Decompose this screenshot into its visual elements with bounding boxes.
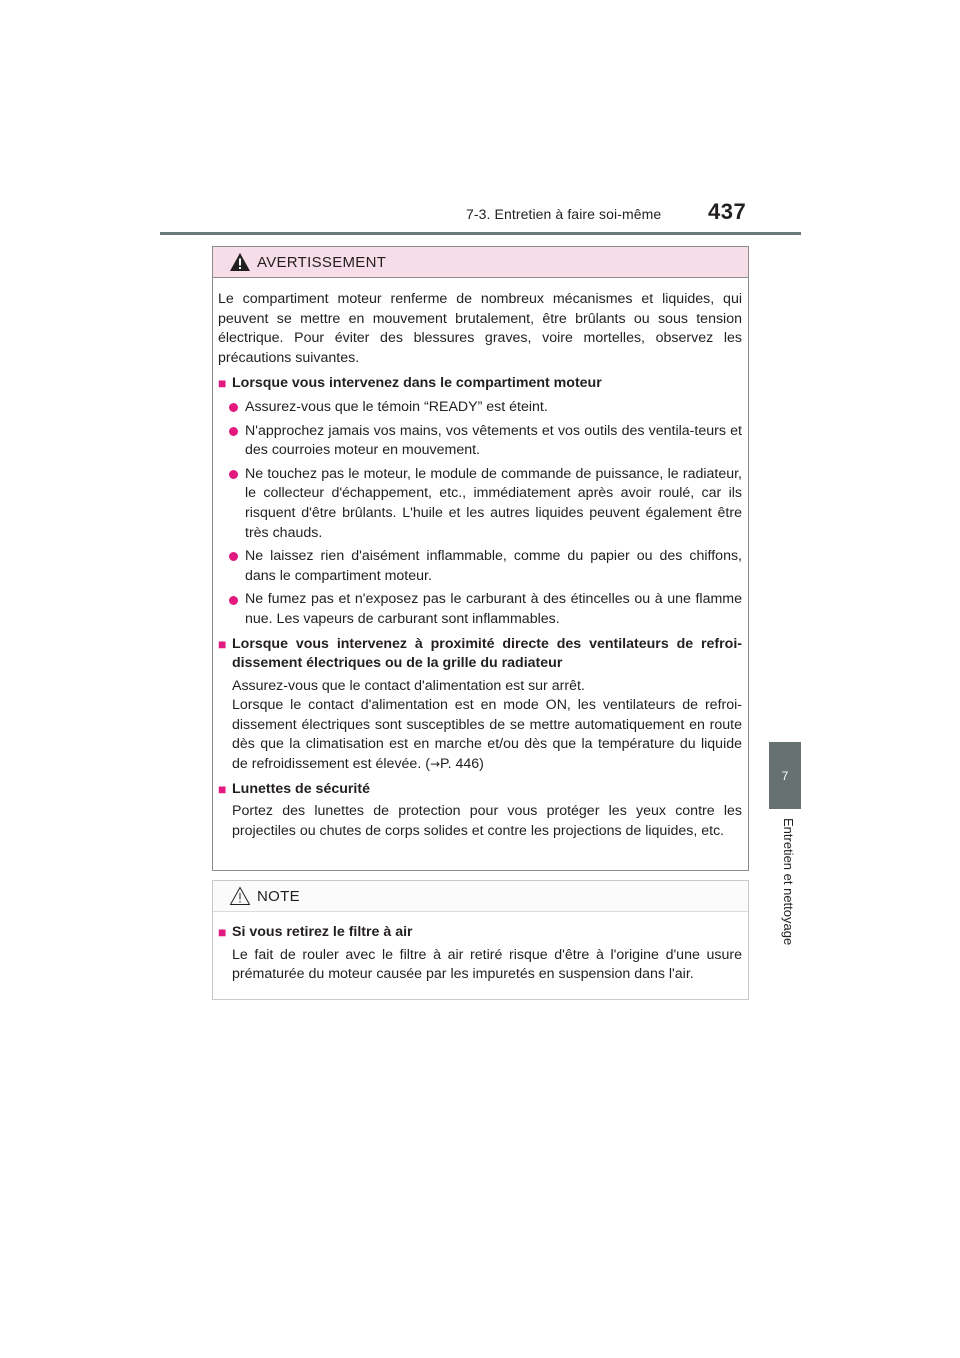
arrow-icon: → — [429, 757, 440, 772]
list-item-text: Ne laissez rien d'aisément inflammable, comme du papier ou des chiffons, dans le compartiment moteur. — [245, 548, 742, 584]
bullet-dot-icon — [229, 465, 245, 485]
chapter-label: Entretien et nettoyage — [781, 818, 796, 946]
warning-intro: Le compartiment moteur renferme de nombreux mécanismes et liquides, qui peuvent se mettre en mouvement brutalement, être brûlants ou sous tension électrique. Pour éviter des blessures graves, voire mortelles, observez les précautions suivantes. — [218, 291, 742, 366]
bullet-dot-icon — [229, 398, 245, 418]
section-heading-text: Si vous retirez le filtre à air — [232, 924, 413, 940]
section-heading-text: Lorsque vous intervenez à proximité directe des ventilateurs de refroi-dissement électriques ou de la grille du radiateur — [232, 635, 742, 672]
warning-box-header — [213, 247, 748, 278]
paragraph-text: Lorsque le contact d'alimentation est en mode ON, les ventilateurs de refroi-dissement électriques sont susceptibles de se mettre automatiquement en route dès que la climatisation est en marche et/ou dès que la température du liquide de refroidissement est élevée. ( — [232, 697, 742, 773]
list-item — [218, 465, 742, 543]
page-reference-link[interactable]: P. 446) — [440, 756, 484, 773]
page-number: 437 — [708, 199, 747, 224]
bullet-dot-icon — [229, 590, 245, 610]
note-body — [213, 912, 748, 985]
square-bullet-icon: ■ — [218, 780, 227, 797]
chapter-tab-number: 7 — [781, 768, 789, 783]
list-item-text: N'approchez jamais vos mains, vos vêtements et vos outils des ventila-teurs et des courroies moteur en mouvement. — [245, 422, 742, 459]
header-rule — [160, 232, 801, 235]
section-heading — [218, 374, 742, 394]
warning-triangle-icon — [229, 252, 251, 272]
warning-title: AVERTISSEMENT — [257, 253, 387, 271]
note-box-header — [213, 881, 748, 912]
note-title: NOTE — [257, 887, 300, 905]
list-item — [218, 398, 742, 418]
chapter-tab[interactable] — [769, 742, 801, 809]
paragraph: Le fait de rouler avec le filtre à air retiré risque d'être à l'origine d'une usure prématurée du moteur causée par les impuretés en suspension dans l'air. — [232, 946, 742, 983]
list-item — [218, 590, 742, 629]
square-bullet-icon: ■ — [218, 924, 227, 940]
list-item-text: Ne touchez pas le moteur, le module de commande de puissance, le radiateur, le collecteur d'échappement, etc., immédiatement après avoir roulé, car ils risquent d'être brûlants. L'huile et les autres liquides peuvent également être très chauds. — [245, 465, 742, 541]
section-heading — [218, 780, 742, 800]
bullet-dot-icon — [229, 547, 245, 567]
section-heading-text: Lorsque vous intervenez dans le compartiment moteur — [232, 375, 602, 392]
list-item-text: Assurez-vous que le témoin “READY” est éteint. — [245, 398, 548, 415]
square-bullet-icon: ■ — [218, 375, 227, 392]
caution-outline-triangle-icon — [229, 886, 251, 906]
warning-box — [212, 246, 749, 871]
warning-body — [213, 278, 748, 841]
list-item — [218, 422, 742, 461]
section-heading — [218, 635, 742, 674]
section-heading-text: Lunettes de sécurité — [232, 780, 370, 797]
paragraph — [218, 696, 742, 774]
paragraph: Assurez-vous que le contact d'alimentation est sur arrêt. — [232, 677, 585, 694]
bullet-dot-icon — [229, 422, 245, 442]
list-item-text: Ne fumez pas et n'exposez pas le carburant à des étincelles ou à une flamme nue. Les vapeurs de carburant sont inflammables. — [245, 591, 742, 627]
note-box — [212, 880, 749, 1000]
list-item — [218, 547, 742, 586]
paragraph: Portez des lunettes de protection pour vous protéger les yeux contre les projectiles ou chutes de corps solides et contre les projections de liquides, etc. — [232, 803, 742, 839]
section-heading — [218, 923, 742, 943]
header-section-title: 7-3. Entretien à faire soi-même — [466, 206, 662, 222]
square-bullet-icon: ■ — [218, 635, 227, 652]
